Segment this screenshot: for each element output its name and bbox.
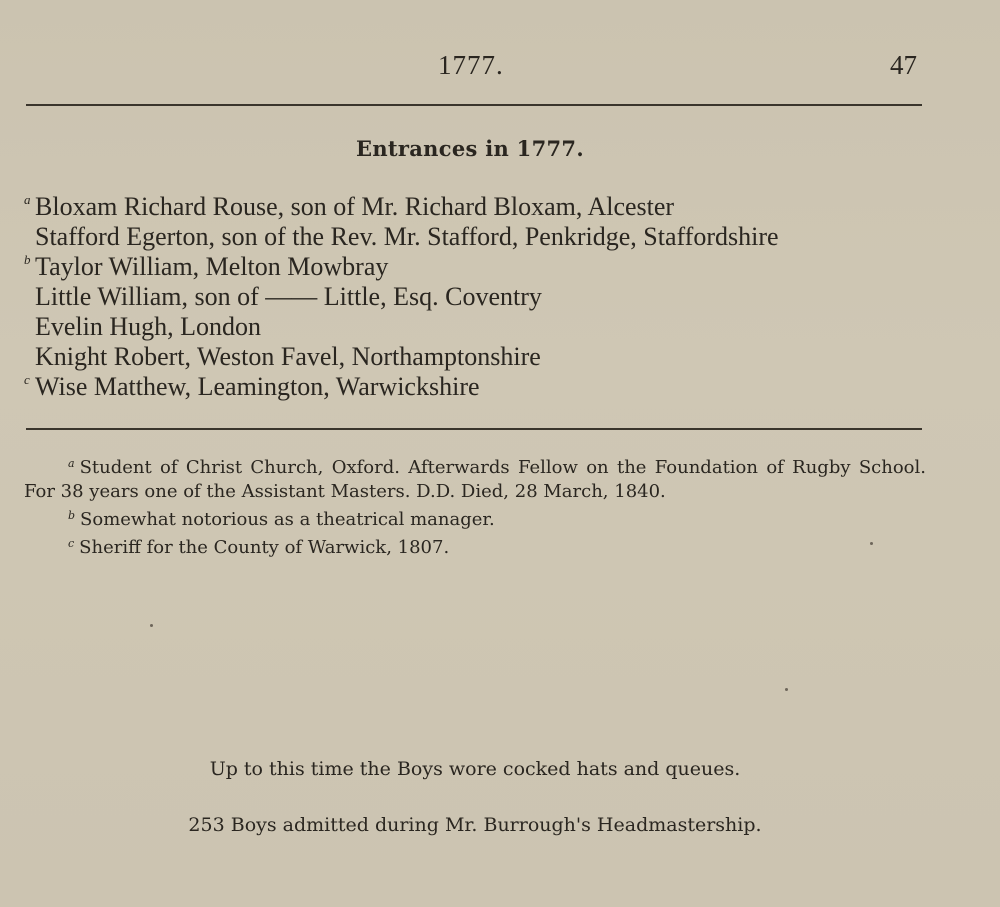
paper-speck bbox=[785, 688, 788, 691]
running-head-year: 1777. bbox=[438, 50, 504, 80]
footnote bbox=[24, 504, 926, 532]
footnote-text: Sheriff for the County of Warwick, 1807. bbox=[79, 537, 450, 558]
list-item bbox=[22, 192, 962, 222]
footnote-marker: a bbox=[24, 192, 31, 207]
list-item bbox=[22, 222, 962, 252]
closing-note: 253 Boys admitted during Mr. Burrough's Headmastership. bbox=[188, 814, 762, 836]
entry-text: Taylor William, Melton Mowbray bbox=[35, 252, 389, 281]
entry-text: Bloxam Richard Rouse, son of Mr. Richard Bloxam, Alcester bbox=[35, 192, 675, 221]
footnote-marker: c bbox=[68, 537, 75, 550]
footnote-rule bbox=[26, 428, 922, 430]
paper-speck bbox=[870, 542, 873, 545]
entrance-list bbox=[22, 192, 962, 402]
footnote-text: Somewhat notorious as a theatrical manager. bbox=[80, 509, 495, 530]
entry-text: Little William, son of —— Little, Esq. Coventry bbox=[35, 282, 542, 311]
header-rule bbox=[26, 104, 922, 106]
closing-note: Up to this time the Boys wore cocked hats and queues. bbox=[209, 758, 741, 780]
list-item bbox=[22, 312, 962, 342]
footnote-marker: a bbox=[68, 457, 75, 470]
running-head bbox=[0, 48, 1000, 88]
footnote bbox=[24, 532, 926, 560]
footnote-marker: b bbox=[68, 509, 76, 522]
entry-text: Stafford Egerton, son of the Rev. Mr. Stafford, Penkridge, Staffordshire bbox=[35, 222, 779, 251]
page-number: 47 bbox=[890, 50, 917, 80]
paper-speck bbox=[150, 624, 153, 627]
footnote-marker: c bbox=[24, 372, 30, 387]
list-item bbox=[22, 252, 962, 282]
entry-text: Evelin Hugh, London bbox=[35, 312, 262, 341]
footnote bbox=[24, 452, 926, 504]
footnote-text: Student of Christ Church, Oxford. Afterwards Fellow on the Foundation of Rugby School. For 38 years one of the Assistant Masters. D.D. Died, 28 March, 1840. bbox=[24, 457, 926, 502]
list-item bbox=[22, 342, 962, 372]
entry-text: Wise Matthew, Leamington, Warwickshire bbox=[35, 372, 480, 401]
footnote-marker: b bbox=[24, 252, 31, 267]
section-title: Entrances in 1777. bbox=[356, 136, 584, 161]
footnotes bbox=[24, 452, 926, 560]
list-item bbox=[22, 372, 962, 402]
list-item bbox=[22, 282, 962, 312]
entry-text: Knight Robert, Weston Favel, Northamptonshire bbox=[35, 342, 541, 371]
